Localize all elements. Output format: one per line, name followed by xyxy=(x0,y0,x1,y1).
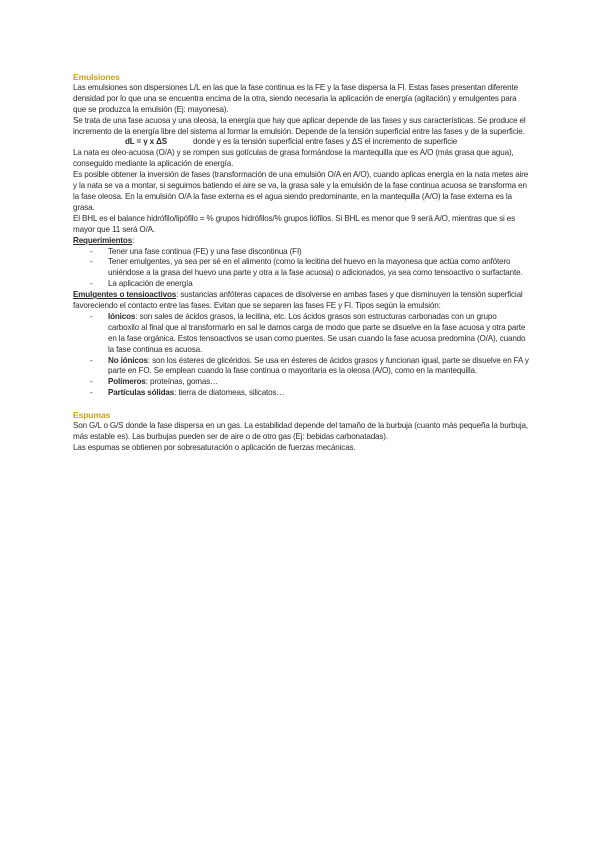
paragraph: El BHL es el balance hidrófilo/lipófilo = % grupos hidrófilos/% grupos liófilos. Si BHL es menor que 9 será A/O, mientras que si es mayor que 11 será O/A. xyxy=(73,213,516,234)
list-item: - La aplicación de energía xyxy=(73,279,529,290)
tipo-label: Iónicos xyxy=(108,311,136,321)
list-item xyxy=(73,388,529,399)
section-heading-espumas: Espumas xyxy=(73,410,111,421)
tipos-list xyxy=(73,312,529,399)
tipo-text: : son los ésteres de glicéridos. Se usa en ésteres de ácidos grasos y funcionan igual, parte se disuelve en FA y parte en FO. Se emplean cuando la fase continua o mayoritaria es la oleosa (A/O), como en la mantequilla. xyxy=(108,355,529,376)
paragraph: Las emulsiones son dispersiones L/L en las que la fase continua es la FE y la fase dispersa la FI. Estas fases presentan diferente densidad por lo que una se encuentra encima de la otra, siendo necesaria la aplicación de energía (agitación) y emulgentes para que se produzca la emulsión (Ej: mayonesa). xyxy=(73,82,518,114)
requerimientos-label: Requerimientos xyxy=(73,235,133,245)
list-item: - Tener emulgentes, ya sea per sé en el alimento (como la lecitina del huevo en la mayonesa que actúa como anfótero uniéndose a la grasa del huevo una parte y otra a la fase acuosa) o adicionados, ya sea como tensoactivo o surfactante. xyxy=(73,257,529,279)
paragraph: Se trata de una fase acuosa y una oleosa, la energía que hay que aplicar depende de las fases y sus características. Se produce el incremento de la energía libre del sistema al formar la emulsión. Depende de la tensión superficial entre las fases y de la superficie. xyxy=(73,115,526,136)
formula: dL = γ x ΔS xyxy=(125,137,168,147)
tipo-text: : tierra de diatomeas, silicatos… xyxy=(174,388,285,398)
document-body xyxy=(73,72,529,454)
requerimientos-list xyxy=(73,247,529,291)
list-item xyxy=(73,356,529,378)
paragraph: Las espumas se obtienen por sobresaturación o aplicación de fuerzas mecánicas. xyxy=(73,442,356,452)
section-spacer xyxy=(73,399,529,410)
list-item: - Tener una fase continua (FE) y una fase discontinua (FI) xyxy=(73,247,529,258)
paragraph: La nata es oleo-acuosa (O/A) y se rompen sus gotículas de grasa formándose la mantequilla que es A/O (más grasa que agua), conseguido mediante la aplicación de energía. xyxy=(73,148,514,169)
section-heading-emulsiones: Emulsiones xyxy=(73,72,120,82)
formula-description: donde γ es la tensión superficial entre fases y ΔS el incremento de superficie xyxy=(193,137,458,147)
emulgentes-text: : sustancias anfóteras capaces de disolverse en ambas fases y que disminuyen la tensión superficial favoreciendo el contacto entre las fases. Evitan que se separen las fases FE y FI. Tipos según la emulsión: xyxy=(73,290,523,311)
requerimientos-heading: Requerimientos: xyxy=(73,235,135,245)
emulgentes-paragraph xyxy=(73,290,529,312)
list-item xyxy=(73,312,529,356)
tipo-label: Partículas sólidas xyxy=(108,388,175,398)
tipo-label: No iónicos xyxy=(108,355,148,365)
tipo-text: : proteínas, gomas… xyxy=(145,377,219,387)
paragraph: Es posible obtener la inversión de fases (transformación de una emulsión O/A en A/O), cuando aplicas energía en la nata metes aire y la nata se va a montar, si seguimos batiendo el aire se va, la grasa sale y la emulsión de la fase continua acuosa se transforma en la fase oleosa. En la emulsión O/A la fase externa es el agua siendo predominante, en la mantequilla (A/O) la fase externa es la grasa. xyxy=(73,170,529,212)
paragraph: Son G/L o G/S donde la fase dispersa en un gas. La estabilidad depende del tamaño de la burbuja (cuanto más pequeña la burbuja, más estable es). Las burbujas pueden ser de aire o de otro gas (Ej: bebidas carbonatadas). xyxy=(73,421,528,441)
formula-line xyxy=(73,137,529,148)
emulgentes-label: Emulgentes o tensioactivos xyxy=(73,290,177,300)
list-item xyxy=(73,377,529,388)
tipo-label: Polímeros xyxy=(108,377,146,387)
tipo-text: : son sales de ácidos grasos, la lecitina, etc. Los ácidos grasos son estructuras carbonadas con un grupo carboxilo al final que al transformarlo en sal le damos carga de modo que parte se disuelve en la fase acuosa y otra parte en la fase orgánica. Estos tensoactivos se usan como puentes. Se usan cuando la fase acuosa predomina (O/A), cuando la fase continua es acuosa. xyxy=(108,311,526,354)
